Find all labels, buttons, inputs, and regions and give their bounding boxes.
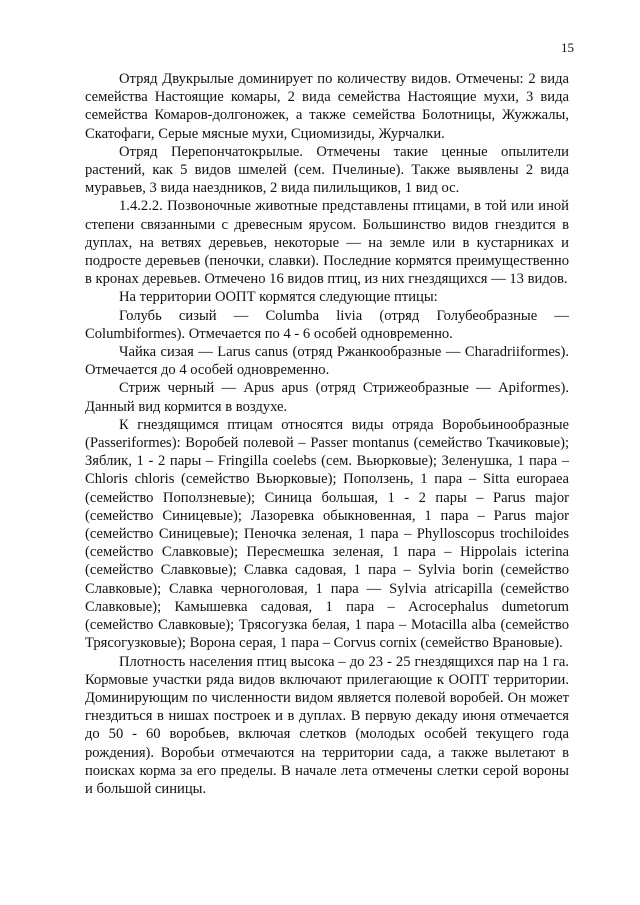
paragraph-rock-dove: Голубь сизый — Columba livia (отряд Голубеобразные — Columbiformes). Отмечается по 4 - 6 особей одновременно. bbox=[85, 307, 569, 342]
paragraph-vertebrates: 1.4.2.2. Позвоночные животные представлены птицами, в той или иной степени связанными с древесным ярусом. Большинство видов гнездится в дуплах, на ветвях деревьев, некоторые — на земле или в кустарниках и подросте деревьев (пеночки, славки). Последние кормятся преимущественно в кронах деревьев. Отмечено 16 видов птиц, из них гнездящихся — 13 видов. bbox=[85, 198, 569, 288]
page-number: 15 bbox=[561, 40, 574, 55]
paragraph-nesting-birds: К гнездящимся птицам относятся виды отряда Воробьинообразные (Passeriformes): Воробей полевой – Passer montanus (семейство Ткачиковые); Зяблик, 1 - 2 пары – Fringilla coelebs (сем. Вьюрковые); Зеленушка, 1 пара – Chloris chloris (семейство Вьюрковые); Поползень, 1 пара – Sitta europaea (семейство Поползневые); Синица большая, 1 - 2 пары – Parus major (семейство Синицевые); Лазоревка обыкновенная, 1 пара – Parus major (семейство Синицевые); Пеночка зеленая, 1 пара – Phylloscopus trochiloides (семейство Славковые); Пересмешка зеленая, 1 пара – Hippolais icterina (семейство Славковые); Славка садовая, 1 пара – Sylvia borin (семейство Славковые); Славка черноголовая, 1 пара — Sylvia atricapilla (семейство Славковые); Камышевка садовая, 1 пара – Acrocephalus dumetorum (семейство Славковые); Трясогузка белая, 1 пара – Motacilla alba (семейство Трясогузковые); Ворона серая, 1 пара – Corvus cornix (семейство Врановые). bbox=[85, 416, 569, 652]
paragraph-hymenoptera: Отряд Перепончатокрылые. Отмечены такие ценные опылители растений, как 5 видов шмелей (сем. Пчелиные). Также выявлены 2 вида муравьев, 3 вида наездников, 2 вида пилильщиков, 1 вид ос. bbox=[85, 143, 569, 197]
document-body bbox=[85, 70, 569, 798]
paragraph-feeding-birds-intro: На территории ООПТ кормятся следующие птицы: bbox=[119, 289, 438, 306]
paragraph-common-swift: Стриж черный — Apus apus (отряд Стрижеобразные — Apiformes). Данный вид кормится в воздухе. bbox=[85, 380, 569, 415]
paragraph-diptera: Отряд Двукрылые доминирует по количеству видов. Отмечены: 2 вида семейства Настоящие комары, 2 вида семейства Настоящие мухи, 3 вида семейства Комаров-долгоножек, а также семейства Болотницы, Жужжалы, Скатофаги, Серые мясные мухи, Сциомизиды, Журчалки. bbox=[85, 71, 569, 142]
paragraph-population-density: Плотность населения птиц высока – до 23 - 25 гнездящихся пар на 1 га. Кормовые участки ряда видов включают прилегающие к ООПТ территории. Доминирующим по численности видом является полевой воробей. Он может гнездиться в нишах построек и в дуплах. В первую декаду июня отмечается до 50 - 60 воробьев, включая слетков (молодых особей текущего года рождения). Воробьи отмечаются на территории сада, а также вылетают в поисках корма за его пределы. В начале лета отмечены слетки серой вороны и большой синицы. bbox=[85, 653, 569, 797]
paragraph-common-gull: Чайка сизая — Larus canus (отряд Ржанкообразные — Charadriiformes). Отмечается до 4 особей одновременно. bbox=[85, 344, 569, 379]
